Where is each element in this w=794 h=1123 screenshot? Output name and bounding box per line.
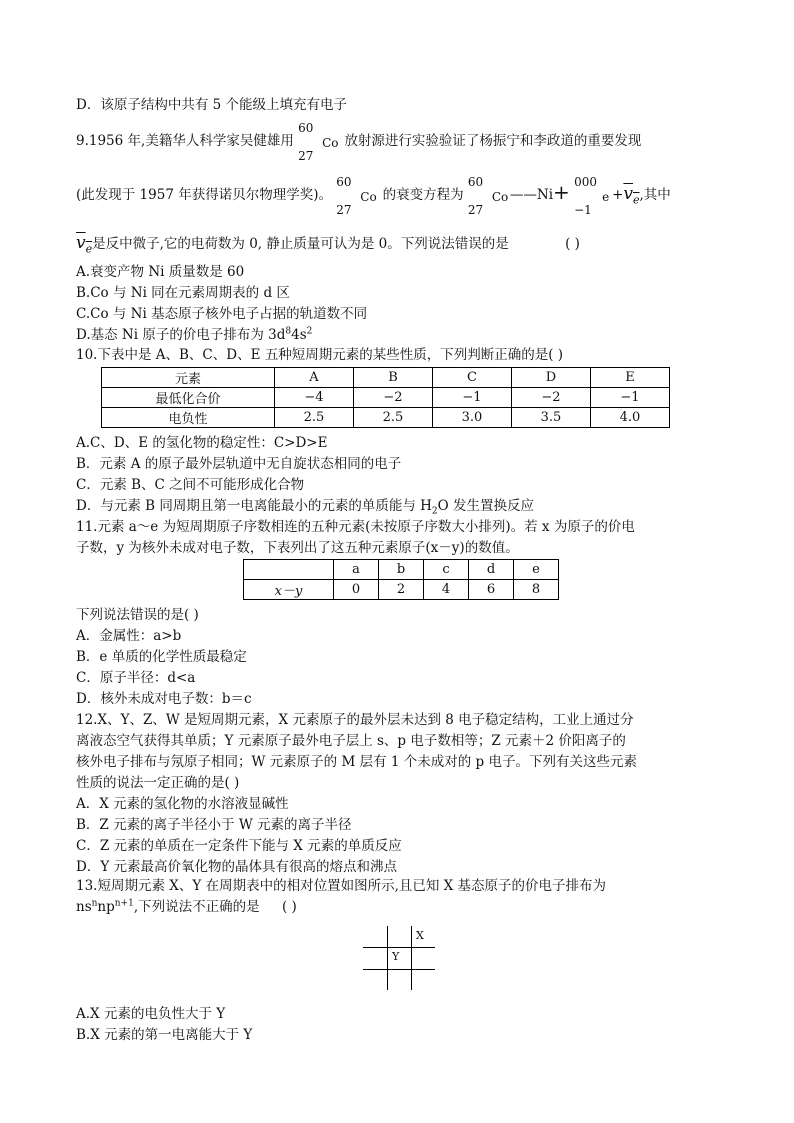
grid-line [363, 969, 435, 970]
table-cell: 3.5 [512, 408, 591, 428]
table-cell: x－y [244, 580, 334, 600]
cobalt-nuclide-3: 60 27 Co [467, 174, 509, 217]
q12-line3: 核外电子排布与氖原子相同；W 元素原子的 M 层有 1 个未成对的 p 电子。下列有关这些元素 [76, 754, 637, 770]
q12-option-a: A．X 元素的氢化物的水溶液显碱性 [76, 796, 289, 812]
table-cell: e [514, 560, 559, 580]
q12-option-c: C．Z 元素的单质在一定条件下能与 X 元素的单质反应 [76, 838, 402, 854]
grid-line [363, 947, 435, 948]
q10-option-c: C．元素 B、C 之间不可能形成化合物 [76, 477, 305, 493]
table-cell: 2.5 [354, 408, 433, 428]
q11-table [243, 559, 559, 600]
q10-option-a: A.C、D、E 的氢化物的稳定性：C>D>E [76, 435, 328, 451]
q9-option-b: B.Co 与 Ni 同在元素周期表的 d 区 [76, 285, 290, 301]
electron-symbol: 000 −1 e [574, 174, 610, 217]
table-cell: D [512, 368, 591, 388]
table-row [102, 388, 670, 408]
table-cell: d [469, 560, 514, 580]
table-cell: B [354, 368, 433, 388]
table-cell: 最低化合价 [102, 388, 275, 408]
q9-option-d: D.基态 Ni 原子的价电子排布为 $3d^84s^2$ [76, 326, 313, 343]
periodic-position-diagram [363, 926, 435, 990]
table-cell: 电负性 [102, 408, 275, 428]
decay-arrow: —— [509, 187, 537, 203]
q12-option-d: D．Y 元素最高价氧化物的晶体具有很高的熔点和沸点 [76, 859, 398, 875]
antineutrino-symbol-2: $v_e$ [76, 233, 93, 256]
table-cell: 2 [379, 580, 424, 600]
table-row [102, 368, 670, 388]
table-cell [244, 560, 334, 580]
q13-option-b: B.X 元素的第一电离能大于 Y [76, 1027, 253, 1043]
table-cell: 6 [469, 580, 514, 600]
table-cell: A [275, 368, 354, 388]
table-cell: −2 [512, 388, 591, 408]
q12-line2: 离液态空气获得其单质；Y 元素原子最外电子层上 s、p 电子数相等；Z 元素＋2 价阳离子的 [76, 733, 626, 749]
table-row [244, 580, 559, 600]
q9-option-c: C.Co 与 Ni 基态原子核外电子占据的轨道数不同 [76, 306, 368, 322]
table-row [244, 560, 559, 580]
grid-line [411, 926, 412, 990]
q11-stem-3: 下列说法错误的是( ) [76, 607, 199, 623]
q9-option-a: A.衰变产物 Ni 质量数是 60 [76, 264, 245, 280]
q11-stem-2: 子数，y 为核外未成对电子数，下表列出了这五种元素原子(x－y)的数值。 [76, 540, 519, 556]
table-cell: a [334, 560, 379, 580]
q12-option-b: B．Z 元素的离子半径小于 W 元素的离子半径 [76, 817, 352, 833]
q10-stem: 10.下表中是 A、B、C、D、E 五种短周期元素的某些性质，下列判断正确的是( ) [76, 347, 564, 363]
q12-line1: 12.X、Y、Z、W 是短周期元素，X 元素原子的最外层未达到 8 电子稳定结构，工业上通过分 [76, 712, 634, 728]
q12-line4: 性质的说法一定正确的是( ) [76, 775, 240, 791]
grid-line [387, 926, 388, 990]
table-cell: 4 [424, 580, 469, 600]
table-cell: −1 [433, 388, 512, 408]
cobalt-nuclide-2: 60 27 Co [336, 174, 377, 217]
table-row [102, 408, 670, 428]
element-y-label: Y [392, 950, 400, 963]
table-cell: −2 [354, 388, 433, 408]
table-cell: −4 [275, 388, 354, 408]
table-cell: 元素 [102, 368, 275, 388]
element-x-label: X [416, 929, 424, 942]
antineutrino-symbol: $v_e$ [623, 184, 640, 207]
q13-line2: $ns^nnp^{n+1}$,下列说法不正确的是 ( ) [76, 898, 297, 915]
q10-table [101, 367, 670, 428]
table-cell: 2.5 [275, 408, 354, 428]
table-cell: 4.0 [591, 408, 670, 428]
table-cell: 0 [334, 580, 379, 600]
table-cell: C [433, 368, 512, 388]
table-cell: 3.0 [433, 408, 512, 428]
table-cell: b [379, 560, 424, 580]
table-cell: −1 [591, 388, 670, 408]
q11-option-d: D．核外未成对电子数：b＝c [76, 691, 252, 707]
q13-line1: 13.短周期元素 X、Y 在周期表中的相对位置如图所示,且已知 X 基态原子的价电子排布为 [76, 878, 607, 894]
table-cell: 8 [514, 580, 559, 600]
q11-option-c: C．原子半径：d<a [76, 670, 196, 686]
q10-option-b: B．元素 A 的原子最外层轨道中无自旋状态相同的电子 [76, 456, 402, 472]
q11-option-a: A．金属性：a>b [76, 628, 182, 644]
q11-option-b: B．e 单质的化学性质最稳定 [76, 649, 247, 665]
cobalt-nuclide: 60 27 Co [298, 120, 339, 163]
table-cell: E [591, 368, 670, 388]
q9-line3: $v_e$是反中微子,它的电荷数为 0, 静止质量可认为是 0。下列说法错误的是 ( ) [76, 233, 580, 256]
table-cell: c [424, 560, 469, 580]
q9-line1: 9.1956 年,美籍华人科学家吴健雄用 60 27 Co 放射源进行实验验证了杨振宁和李政道的重要发现 [76, 120, 642, 163]
q10-option-d: D．与元素 B 同周期且第一电离能最小的元素的单质能与 $H_2O$ 发生置换反应 [76, 498, 534, 517]
q8-option-d: D．该原子结构中共有 5 个能级上填充有电子 [76, 97, 347, 113]
q11-stem-1: 11.元素 a～e 为短周期原子序数相连的五种元素(未按原子序数大小排列)。若 x 为原子的价电 [76, 519, 635, 535]
q9-line2: (此发现于 1957 年获得诺贝尔物理学奖)。 60 27 Co 的衰变方程为 60 27 Co ——Ni+ 000 −1 e $+v_e$,其中 [76, 174, 671, 217]
q13-option-a: A.X 元素的电负性大于 Y [76, 1006, 226, 1022]
